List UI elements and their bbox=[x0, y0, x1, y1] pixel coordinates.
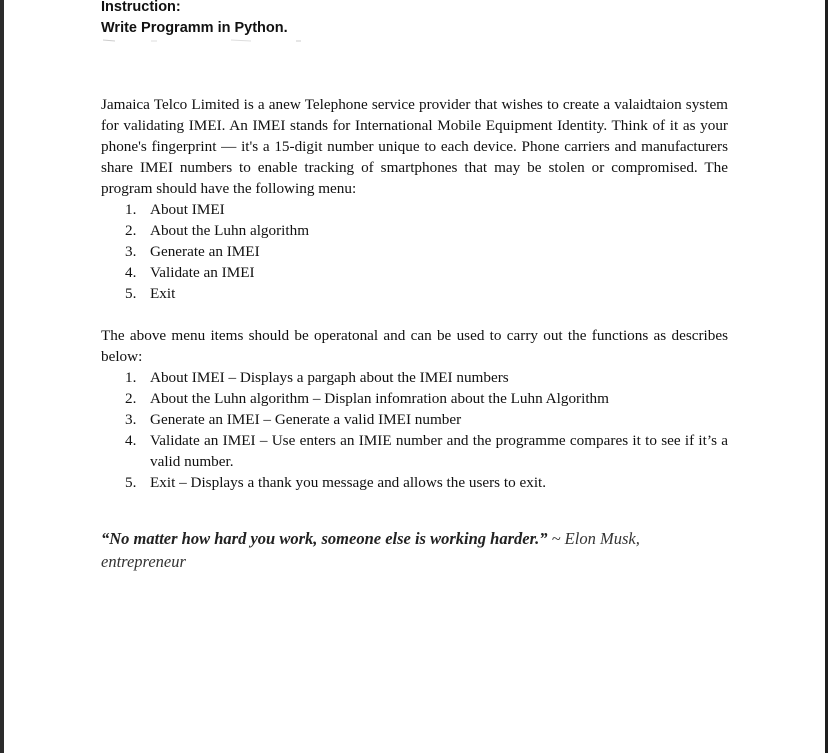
left-page-edge bbox=[0, 0, 4, 753]
details-intro-paragraph: The above menu items should be operatonal and can be used to carry out the functions as describes below: bbox=[101, 327, 728, 365]
menu-item bbox=[101, 199, 728, 220]
details-item bbox=[101, 472, 728, 493]
menu-item-text: Validate an IMEI bbox=[150, 264, 255, 281]
spacer bbox=[101, 493, 728, 527]
details-item-number: 2. bbox=[125, 390, 137, 407]
menu-item bbox=[101, 220, 728, 241]
details-item-text: Validate an IMEI – Use enters an IMIE number and the programme compares it to see if it’s a valid number. bbox=[150, 432, 728, 470]
instruction-label: Instruction: bbox=[101, 0, 181, 15]
details-item-text: Exit – Displays a thank you message and allows the users to exit. bbox=[150, 474, 547, 491]
document-body bbox=[101, 94, 728, 573]
details-item bbox=[101, 409, 728, 430]
spacer bbox=[101, 304, 728, 325]
menu-item bbox=[101, 262, 728, 283]
menu-item-text: About IMEI bbox=[150, 201, 225, 218]
quote-author: ~ Elon Musk, entrepreneur bbox=[101, 529, 640, 571]
menu-item bbox=[101, 283, 728, 304]
menu-item-text: Exit bbox=[150, 285, 176, 302]
details-item-number: 4. bbox=[125, 432, 137, 449]
intro-paragraph: Jamaica Telco Limited is a anew Telephone service provider that wishes to create a valaidtaion system for validating IMEI. An IMEI stands for International Mobile Equipment Identity. Think of it as your phone's fingerprint — it's a 15-digit number unique to each device. Phone carriers and manufacturers share IMEI numbers to enable tracking of smartphones that may be stolen or compromised. The program should have the following menu: bbox=[101, 96, 728, 197]
menu-item-number: 1. bbox=[125, 201, 137, 218]
details-item bbox=[101, 388, 728, 409]
details-item-text: About the Luhn algorithm – Displan infomration about the Luhn Algorithm bbox=[150, 390, 609, 407]
quote bbox=[101, 527, 728, 573]
details-item-number: 5. bbox=[125, 474, 137, 491]
menu-item-text: About the Luhn algorithm bbox=[150, 222, 310, 239]
faint-scan-marks bbox=[101, 34, 321, 46]
details-item bbox=[101, 430, 728, 472]
menu-item-number: 3. bbox=[125, 243, 137, 260]
details-item-text: About IMEI – Displays a pargaph about the IMEI numbers bbox=[150, 369, 509, 386]
menu-item-number: 4. bbox=[125, 264, 137, 281]
task-title: Write Programm in Python. bbox=[101, 20, 288, 36]
menu-item-number: 2. bbox=[125, 222, 137, 239]
menu-item-text: Generate an IMEI bbox=[150, 243, 260, 260]
details-item bbox=[101, 367, 728, 388]
details-list bbox=[101, 367, 728, 493]
menu-item bbox=[101, 241, 728, 262]
quote-text: “No matter how hard you work, someone else is working harder.” bbox=[101, 529, 548, 548]
menu-list bbox=[101, 199, 728, 304]
details-item-number: 3. bbox=[125, 411, 137, 428]
details-item-number: 1. bbox=[125, 369, 137, 386]
details-item-text: Generate an IMEI – Generate a valid IMEI number bbox=[150, 411, 462, 428]
menu-item-number: 5. bbox=[125, 285, 137, 302]
